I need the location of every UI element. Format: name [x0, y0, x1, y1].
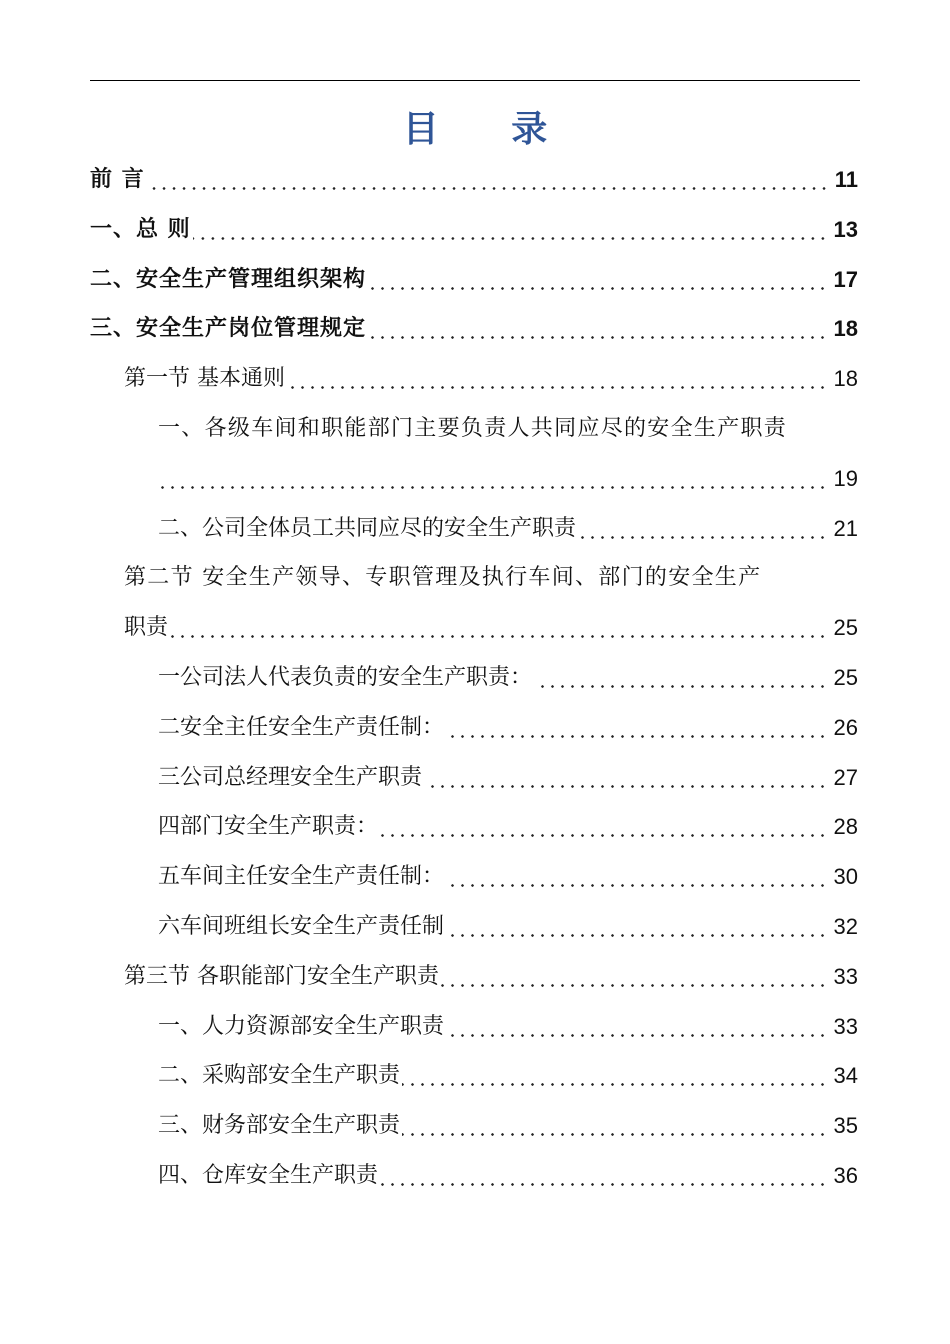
toc-entry-text: 三、财务部安全生产职责 — [158, 1113, 401, 1139]
toc-row-s3-2 — [0, 1051, 950, 1101]
dot-leader — [380, 814, 828, 838]
toc-entry-text: 四部门安全生产职责： — [158, 814, 379, 840]
toc-page-number: 33 — [833, 963, 858, 989]
toc-page-number: 19 — [833, 465, 858, 491]
toc-entry-text: 二、公司全体员工共同应尽的安全生产职责 — [158, 515, 577, 541]
toc-entry-ch2[interactable] — [90, 263, 858, 297]
toc-row-s2-6 — [0, 902, 950, 952]
toc-entry-text: 一公司法人代表负责的安全生产职责： — [158, 664, 533, 690]
toc-page-number: 21 — [833, 515, 858, 541]
toc-entry-text: 第三节 各职能部门安全生产职责 — [124, 963, 439, 989]
toc-row-ch1 — [0, 205, 950, 255]
toc-entry-s2-text[interactable]: 第二节 安全生产领导、专职管理及执行车间、部门的安全生产 — [124, 565, 762, 591]
toc-entry-s1-2[interactable] — [158, 512, 858, 546]
toc-row-s2-4 — [0, 802, 950, 852]
toc-page-number: 18 — [833, 316, 858, 342]
dot-leader — [441, 964, 828, 988]
dot-leader — [380, 1163, 828, 1187]
toc-entry-text: 三公司总经理安全生产职责 — [158, 764, 423, 790]
toc-entry-text: 前 言 — [90, 167, 145, 192]
toc-row-s2-1 — [0, 653, 950, 703]
toc-row-s1 — [0, 354, 950, 404]
dot-leader — [287, 366, 828, 390]
toc-entry-text: 二、安全生产管理组织架构 — [90, 266, 367, 292]
toc-entry-s3-4[interactable] — [158, 1159, 858, 1193]
header-rule — [90, 80, 860, 81]
dot-leader — [368, 267, 828, 291]
toc-row-ch2 — [0, 255, 950, 305]
toc-page-number: 30 — [833, 864, 858, 890]
dot-leader — [446, 715, 828, 739]
toc-row-s2-3 — [0, 753, 950, 803]
page-title: 目 录 — [402, 109, 578, 150]
toc-entry-ch1[interactable] — [90, 213, 858, 247]
toc-page-number: 27 — [833, 764, 858, 790]
toc-page-number: 33 — [833, 1013, 858, 1039]
toc-entry-s2-5[interactable] — [158, 860, 858, 894]
toc-entry-text: 一、总 则 — [90, 216, 191, 242]
dot-leader — [578, 516, 828, 540]
toc-entry-s3-3[interactable] — [158, 1109, 858, 1143]
toc-row-s3-1 — [0, 1002, 950, 1052]
toc-row-s2-5 — [0, 852, 950, 902]
dot-leader — [446, 1014, 828, 1038]
toc-entry-s2-3[interactable] — [158, 761, 858, 795]
toc-page-number: 28 — [833, 814, 858, 840]
toc-page-number: 26 — [833, 714, 858, 740]
toc-page-number: 32 — [833, 913, 858, 939]
toc-entry-s2-2[interactable] — [158, 711, 858, 745]
dot-leader — [193, 217, 828, 241]
toc-entry-text: 四、仓库安全生产职责 — [158, 1162, 379, 1188]
toc-row-s3-3 — [0, 1101, 950, 1151]
dot-leader — [446, 864, 828, 888]
toc-entry-text: 六车间班组长安全生产责任制 — [158, 913, 445, 939]
dot-leader — [147, 167, 829, 191]
toc-entry-s1-1-text[interactable]: 一、各级车间和职能部门主要负责人共同应尽的安全生产职责 — [158, 415, 788, 441]
toc-row-s1-1-line1 — [0, 404, 950, 454]
toc-entry-s2-4[interactable] — [158, 810, 858, 844]
dot-leader — [402, 1113, 828, 1137]
toc-entry-s2[interactable] — [124, 611, 858, 645]
toc-entry-text: 三、安全生产岗位管理规定 — [90, 316, 367, 342]
toc-entry-text: 第一节 基本通则 — [124, 366, 285, 392]
toc-row-s2-line2 — [0, 603, 950, 653]
toc-entry-text: 一、人力资源部安全生产职责 — [158, 1013, 445, 1039]
toc-page-number: 18 — [833, 366, 858, 392]
toc-entry-text: 二、采购部安全生产职责 — [158, 1063, 401, 1089]
toc-entry-s3-2[interactable] — [158, 1059, 858, 1093]
dot-leader — [170, 615, 828, 639]
toc-row-s2-line1 — [0, 553, 950, 603]
toc-page-number: 11 — [834, 167, 858, 192]
toc-row-s3 — [0, 952, 950, 1002]
toc-row-s1-2 — [0, 504, 950, 554]
toc-row-s3-4 — [0, 1151, 950, 1201]
toc-entry-text: 职责 — [124, 615, 169, 641]
toc-page-number: 25 — [833, 615, 858, 641]
toc-entry-s1[interactable] — [124, 362, 858, 396]
toc-entry-s3[interactable] — [124, 960, 858, 994]
dot-leader — [424, 765, 828, 789]
toc-entry-ch3[interactable] — [90, 312, 858, 346]
dot-leader — [368, 316, 828, 340]
dot-leader — [402, 1063, 828, 1087]
toc-entry-text: 二安全主任安全生产责任制： — [158, 714, 445, 740]
toc-entry-s2-6[interactable] — [158, 910, 858, 944]
toc-entry-text: 五车间主任安全生产责任制： — [158, 864, 445, 890]
toc-row-s2-2 — [0, 703, 950, 753]
toc-page-number: 25 — [833, 664, 858, 690]
toc-row-ch3 — [0, 304, 950, 354]
dot-leader — [446, 914, 828, 938]
dot-leader — [160, 466, 828, 490]
toc-row-s1-1-line2 — [0, 454, 950, 504]
toc-entry-s3-1[interactable] — [158, 1010, 858, 1044]
table-of-contents — [0, 155, 950, 1201]
toc-page-number: 13 — [833, 216, 858, 242]
toc-row-preface — [0, 155, 950, 205]
toc-page-number: 17 — [833, 266, 858, 292]
toc-page-number: 36 — [833, 1162, 858, 1188]
toc-entry-s2-1[interactable] — [158, 661, 858, 695]
dot-leader — [534, 665, 828, 689]
toc-entry-s1-1[interactable] — [158, 462, 858, 496]
toc-page-number: 34 — [833, 1063, 858, 1089]
toc-entry-preface[interactable] — [90, 163, 858, 197]
toc-page-number: 35 — [833, 1113, 858, 1139]
